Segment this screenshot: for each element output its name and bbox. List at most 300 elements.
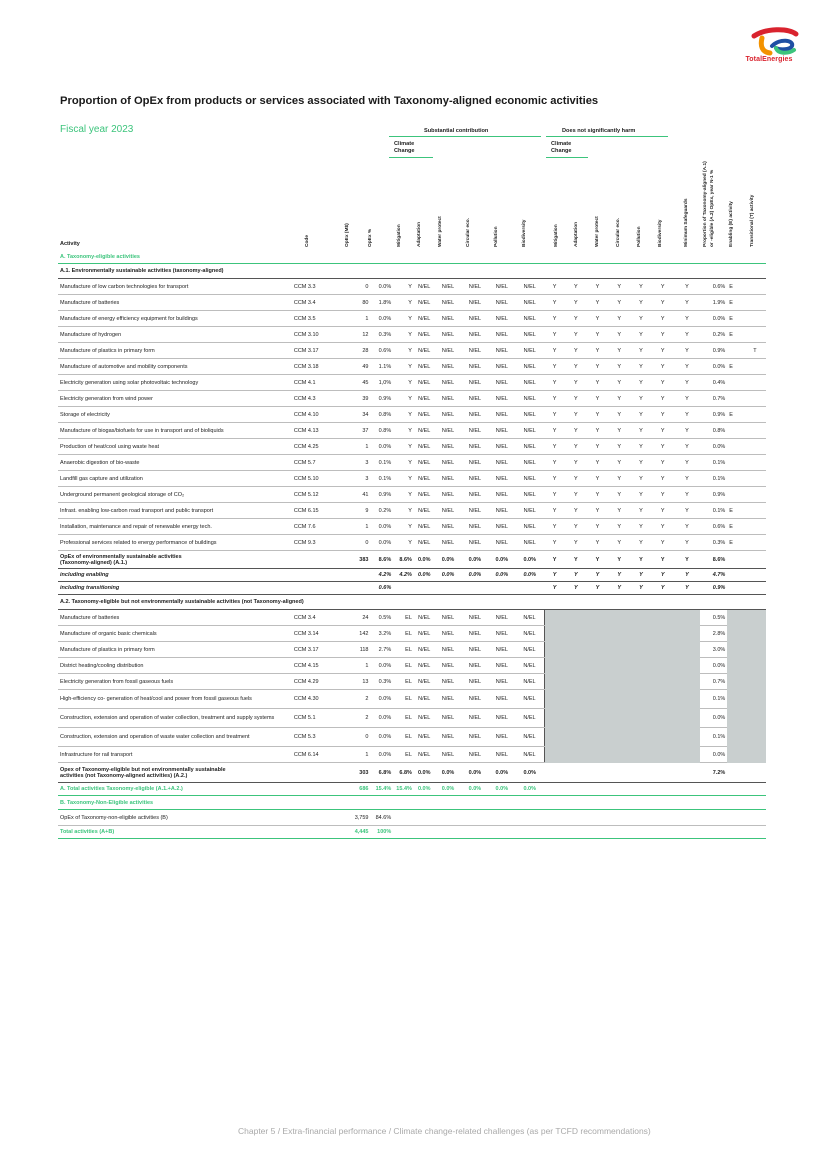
dnsh-d4-cell: Y [608,327,630,343]
enabling-cell [727,610,744,626]
opex-cell: 34 [333,407,370,423]
dnsh-d4-cell [608,826,630,839]
dnsh-d6-cell: Y [652,279,674,295]
min-safeguards-cell: Y [674,582,701,595]
enabling-cell [727,728,744,747]
sc-pol-cell [488,810,515,826]
sc-pol-cell: N/EL [488,503,515,519]
activity-cell: Manufacture of low carbon technologies for transport [58,279,292,295]
dnsh-d1-cell [544,674,565,690]
sc-cir-cell: N/EL [461,728,488,747]
sc-wat-cell: N/EL [435,487,462,503]
table-row [58,610,766,626]
proportion-cell: 2.8% [700,626,727,642]
dnsh-d2-cell: Y [565,471,587,487]
activity-cell: Manufacture of hydrogen [58,327,292,343]
proportion-cell: 0.5% [700,610,727,626]
table-row [58,747,766,763]
enabling-cell [727,375,744,391]
sc-ada-cell: N/EL [414,391,435,407]
dnsh-d4-cell: Y [608,391,630,407]
min-safeguards-cell: Y [674,455,701,471]
enabling-cell [727,582,744,595]
min-safeguards-cell: Y [674,407,701,423]
code-cell: CCM 7.6 [292,519,333,535]
table-row [58,626,766,642]
sc-ada-cell: N/EL [414,747,435,763]
opex-pct-cell: 0.6% [370,343,393,359]
sc-bio-cell: N/EL [515,375,544,391]
sc-bio-cell: N/EL [515,455,544,471]
min-safeguards-cell: Y [674,535,701,551]
sc-pol-cell: 0.0% [488,783,515,796]
section-a2-heading-label: A.2. Taxonomy-eligible but not environmentally sustainable activities (not Taxonomy-aligned) [58,595,766,610]
sc-bio-cell: N/EL [515,343,544,359]
dnsh-d4-cell: Y [608,569,630,582]
sc-bio-cell: N/EL [515,535,544,551]
dnsh-d5-cell: Y [630,327,652,343]
sc-mit-cell: Y [393,519,414,535]
transitional-cell [744,327,766,343]
proportion-header-1: Proportion of Taxonomy-aligned (A.1) [703,161,708,247]
proportion-header-2: or -eligible (A.2) OpEx, year N-1 % [710,169,715,247]
opex-cell: 2 [333,709,370,728]
total-a1-label-line1: OpEx of environmentally sustainable activities [60,553,182,560]
sc-mit-cell: 6.8% [393,763,414,783]
sc-bio-cell: N/EL [515,709,544,728]
code-cell: CCM 3.4 [292,295,333,311]
opex-pct-cell: 0.9% [370,391,393,407]
opex-pct-cell: 84.6% [370,810,393,826]
sc-bio-cell: N/EL [515,359,544,375]
sc-pol-cell: 0.0% [488,569,515,582]
sc-pol-cell: N/EL [488,747,515,763]
sc-bio-cell: N/EL [515,674,544,690]
dnsh-d6-cell [652,690,674,709]
sc-wat-cell: N/EL [435,439,462,455]
dnsh-d3-cell [587,626,609,642]
dnsh-d5-cell: Y [630,455,652,471]
sc-wat-cell: N/EL [435,311,462,327]
table-row [58,423,766,439]
table-row [58,391,766,407]
sc-pol-cell: N/EL [488,519,515,535]
dnsh-d1-cell: Y [544,535,565,551]
pollution-header: Pollution [494,226,499,247]
sc-pol-cell: N/EL [488,359,515,375]
min-safeguards-cell: Y [674,551,701,569]
dnsh-d6-cell: Y [652,455,674,471]
dnsh-d3-cell [587,642,609,658]
dnsh-d4-cell: Y [608,487,630,503]
min-safeguards-header: Minimum Safeguards [684,198,689,247]
dnsh-d1-cell [544,826,565,839]
sc-mit-cell: Y [393,375,414,391]
sc-pol-cell: N/EL [488,391,515,407]
dnsh-d6-cell: Y [652,423,674,439]
sc-pol-cell: N/EL [488,439,515,455]
dnsh-d3-cell: Y [587,519,609,535]
sc-mit-cell: EL [393,674,414,690]
sc-ada-cell: N/EL [414,327,435,343]
code-cell: CCM 4.10 [292,407,333,423]
enabling-cell: E [727,327,744,343]
enabling-cell: E [727,535,744,551]
sc-mit-cell: 8.6% [393,551,414,569]
opex-cell: 1 [333,439,370,455]
dnsh-d6-cell: Y [652,375,674,391]
transitional-cell [744,569,766,582]
dnsh-d6-cell [652,763,674,783]
code-cell [292,826,333,839]
sc-bio-cell: 0.0% [515,551,544,569]
sc-ada-cell: N/EL [414,279,435,295]
min-safeguards-cell [674,763,701,783]
activity-cell: Infrast. enabling low-carbon road transport and public transport [58,503,292,519]
dnsh-d5-cell: Y [630,439,652,455]
opex-pct-cell: 0.2% [370,503,393,519]
code-cell: CCM 5.1 [292,709,333,728]
opex-pct-cell: 2.7% [370,642,393,658]
dnsh-d2-cell: Y [565,295,587,311]
proportion-cell: 0.0% [700,439,727,455]
min-safeguards-cell: Y [674,359,701,375]
dnsh-d5-cell: Y [630,519,652,535]
sc-mit-cell: Y [393,487,414,503]
sc-mit-cell: Y [393,471,414,487]
activity-cell: Professional services related to energy performance of buildings [58,535,292,551]
enabling-cell [727,391,744,407]
total-ab-label: Total activities (A+B) [58,826,292,839]
table-row [58,311,766,327]
activity-cell: District heating/cooling distribution [58,658,292,674]
dnsh-d1-cell [544,709,565,728]
sc-mit-cell: Y [393,439,414,455]
opex-pct-cell: 0.0% [370,728,393,747]
code-header: Code [305,235,310,247]
transitional-cell [744,487,766,503]
sc-ada-cell: N/EL [414,503,435,519]
dnsh-d1-cell: Y [544,423,565,439]
sc-ada-cell: N/EL [414,375,435,391]
transitional-cell [744,391,766,407]
code-cell: CCM 6.14 [292,747,333,763]
sc-mit-cell: EL [393,658,414,674]
dnsh-d4-cell [608,783,630,796]
table-row [58,375,766,391]
activity-cell: High-efficiency co- generation of heat/cool and power from fossil gaseous fuels [58,690,292,709]
dnsh-d6-cell: Y [652,582,674,595]
sc-pol-cell: N/EL [488,295,515,311]
dnsh-d1-cell [544,747,565,763]
opex-pct-cell: 0.8% [370,423,393,439]
dnsh-d3-cell: Y [587,455,609,471]
dnsh-d1-cell: Y [544,311,565,327]
opex-pct-cell: 0.0% [370,690,393,709]
table-row [58,519,766,535]
sc-wat-cell: N/EL [435,327,462,343]
dnsh-d1-cell: Y [544,391,565,407]
dnsh-d6-cell: Y [652,327,674,343]
opex-cell: 1 [333,519,370,535]
activity-cell: Electricity generation using solar photovoltaic technology [58,375,292,391]
dnsh-d5-cell: Y [630,343,652,359]
dnsh-d5-cell [630,709,652,728]
dnsh-d6-cell: Y [652,503,674,519]
code-cell: CCM 4.29 [292,674,333,690]
water-header: Water protect [438,216,443,247]
dnsh-d2-cell: Y [565,487,587,503]
enabling-cell [727,626,744,642]
proportion-cell: 0.9% [700,343,727,359]
sc-ada-cell: N/EL [414,642,435,658]
dnsh-d6-cell [652,826,674,839]
total-a-label: A. Total activities Taxonomy-eligible (A.1.+A.2.) [58,783,292,796]
code-cell [292,763,333,783]
dnsh-d5-cell: Y [630,359,652,375]
sc-ada-cell [414,810,435,826]
sc-pol-cell: N/EL [488,610,515,626]
dnsh-d2-cell: Y [565,582,587,595]
sc-bio-cell: N/EL [515,439,544,455]
proportion-cell: 0.0% [700,311,727,327]
min-safeguards-cell: Y [674,439,701,455]
sc-pol-cell: N/EL [488,674,515,690]
dnsh-d1-cell: Y [544,439,565,455]
transitional-cell [744,455,766,471]
transitional-cell: T [744,343,766,359]
sc-cir-cell: 0.0% [461,763,488,783]
dnsh-d3-cell: Y [587,569,609,582]
dnsh-d2-cell: Y [565,279,587,295]
enabling-cell [727,343,744,359]
total-a2-label-line2: activities (not Taxonomy-aligned activities) (A.2.) [60,772,188,779]
enabling-cell [727,439,744,455]
code-cell: CCM 3.5 [292,311,333,327]
sc-cir-cell: N/EL [461,375,488,391]
dnsh-d3-cell: Y [587,487,609,503]
dnsh-d4-cell [608,728,630,747]
proportion-cell: 0.3% [700,535,727,551]
sc-pol-cell: N/EL [488,407,515,423]
proportion-cell: 0.9% [700,487,727,503]
code-cell: CCM 5.7 [292,455,333,471]
dnsh-d3-cell [587,728,609,747]
dnsh-d2-cell: Y [565,423,587,439]
enabling-cell: E [727,311,744,327]
dnsh-d3-cell: Y [587,582,609,595]
sc-pol-cell: N/EL [488,279,515,295]
min-safeguards-cell [674,690,701,709]
dnsh-d4-cell [608,658,630,674]
sc-cir-cell: N/EL [461,747,488,763]
opex-pct-cell: 6.8% [370,763,393,783]
sc-cir-cell: N/EL [461,439,488,455]
dnsh-d4-cell [608,747,630,763]
sc-pol-cell: N/EL [488,375,515,391]
sc-mit-cell: Y [393,311,414,327]
sc-cir-cell: N/EL [461,471,488,487]
opex-cell: 28 [333,343,370,359]
sc-wat-cell: 0.0% [435,569,462,582]
transitional-cell [744,610,766,626]
transitional-cell [744,674,766,690]
dnsh-d3-cell: Y [587,295,609,311]
sc-cir-cell: N/EL [461,423,488,439]
sc-mit-cell: Y [393,503,414,519]
dnsh-d6-cell: Y [652,311,674,327]
transitioning-row [58,582,766,595]
proportion-cell: 0.7% [700,391,727,407]
proportion-cell: 0.7% [700,674,727,690]
enabling-cell: E [727,407,744,423]
dnsh-d2-cell [565,728,587,747]
sc-ada-cell: N/EL [414,423,435,439]
dnsh-d6-cell: Y [652,295,674,311]
table-row [58,709,766,728]
dnsh-d5-cell: Y [630,279,652,295]
enabling-cell [727,471,744,487]
opex-cell: 686 [333,783,370,796]
dnsh-d1-cell: Y [544,343,565,359]
transitional-cell [744,503,766,519]
dnsh-d1-cell [544,763,565,783]
sc-bio-cell: N/EL [515,610,544,626]
sc-wat-cell: N/EL [435,728,462,747]
sc-ada-cell: N/EL [414,455,435,471]
dnsh-d4-cell: Y [608,343,630,359]
sc-bio-cell: N/EL [515,519,544,535]
sc-wat-cell: N/EL [435,279,462,295]
dnsh-d3-cell: Y [587,535,609,551]
dnsh-d2-cell: Y [565,391,587,407]
sc-ada-cell [414,582,435,595]
dnsh-d3-cell: Y [587,343,609,359]
opex-pct-cell: 4.2% [370,569,393,582]
dnsh-d2-cell: Y [565,551,587,569]
sc-cir-cell: N/EL [461,626,488,642]
dnsh-d5-cell [630,642,652,658]
sc-cir-cell: N/EL [461,674,488,690]
dnsh-d1-cell [544,728,565,747]
dnsh-d3-cell: Y [587,503,609,519]
dnsh-d4-cell: Y [608,375,630,391]
total-a-row [58,783,766,796]
transitional-cell [744,690,766,709]
dnsh-d2-cell [565,642,587,658]
proportion-cell: 7.2% [700,763,727,783]
opex-cell: 4,445 [333,826,370,839]
dnsh-d4-cell [608,642,630,658]
dnsh-d1-cell: Y [544,375,565,391]
sc-mit-cell: Y [393,327,414,343]
dnsh-d2-cell: Y [565,503,587,519]
activity-cell: Landfill gas capture and utilization [58,471,292,487]
opex-pct-cell: 100% [370,826,393,839]
code-cell: CCM 5.3 [292,728,333,747]
dnsh-d6-cell [652,642,674,658]
opex-pct-cell: 0.0% [370,311,393,327]
dnsh-d5-cell: Y [630,391,652,407]
code-cell: CCM 4.3 [292,391,333,407]
min-safeguards-cell [674,826,701,839]
sc-ada-cell: N/EL [414,471,435,487]
enabling-cell [727,826,744,839]
sc-mit-cell [393,810,414,826]
dnsh-d3-cell [587,690,609,709]
table-body [58,250,766,839]
total-a2-label-line1: Opex of Taxonomy-eligible but not environmentally sustainable [60,766,226,773]
opex-cell: 80 [333,295,370,311]
dnsh-d2-cell [565,610,587,626]
sc-wat-cell: N/EL [435,642,462,658]
total-a1-label [58,551,292,569]
sc-ada-cell: N/EL [414,311,435,327]
sc-ada-cell: 0.0% [414,569,435,582]
opex-cell: 383 [333,551,370,569]
dnsh-d3-cell [587,783,609,796]
dnsh-d5-cell: Y [630,423,652,439]
section-b-heading [58,796,766,810]
enabling-cell [727,423,744,439]
opex-cell: 39 [333,391,370,407]
transitional-cell [744,535,766,551]
sc-pol-cell: N/EL [488,535,515,551]
enabling-label: including enabling [58,569,292,582]
sc-mit-cell: 15.4% [393,783,414,796]
sc-bio-cell: N/EL [515,311,544,327]
dnsh-d2-cell [565,810,587,826]
sc-pol-cell: N/EL [488,311,515,327]
dnsh-d2-cell: Y [565,407,587,423]
min-safeguards-cell: Y [674,487,701,503]
activity-cell: Manufacture of batteries [58,610,292,626]
activity-cell: Underground permanent geological storage of CO₂ [58,487,292,503]
enabling-cell [727,487,744,503]
dnsh-d4-cell: Y [608,551,630,569]
sc-wat-cell [435,810,462,826]
activity-cell: Manufacture of organic basic chemicals [58,626,292,642]
sc-cir-cell: N/EL [461,709,488,728]
activity-header: Activity [60,241,80,247]
row-b [58,810,766,826]
sc-mit-cell: Y [393,343,414,359]
dnsh-d4-cell: Y [608,535,630,551]
sc-ada-cell: N/EL [414,359,435,375]
activity-cell: Manufacture of batteries [58,295,292,311]
proportion-cell: 1.9% [700,295,727,311]
activity-cell: Electricity generation from fossil gaseous fuels [58,674,292,690]
sc-pol-cell [488,826,515,839]
opex-header: OpEx (M$) [345,223,350,247]
table-row [58,487,766,503]
enabling-cell [727,658,744,674]
dnsh-mitigation-header: Mitigation [554,224,559,247]
dnsh-d5-cell [630,810,652,826]
opex-pct-cell: 1,0% [370,375,393,391]
dnsh-d5-cell: Y [630,375,652,391]
code-cell: CCM 6.15 [292,503,333,519]
dnsh-d6-cell: Y [652,439,674,455]
transitional-cell [744,359,766,375]
dnsh-d2-cell: Y [565,569,587,582]
table-row [58,642,766,658]
proportion-cell: 8.6% [700,551,727,569]
sc-ada-cell: N/EL [414,610,435,626]
sc-mit-cell: 4.2% [393,569,414,582]
min-safeguards-cell: Y [674,343,701,359]
sc-cir-cell: N/EL [461,295,488,311]
